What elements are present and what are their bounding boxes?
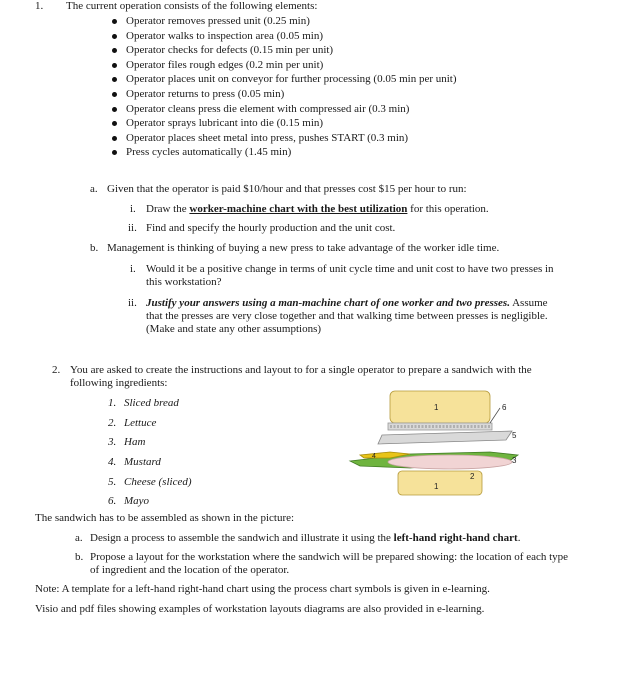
list-item: Operator places unit on conveyor for further processing (0.05 min per unit) [112, 72, 457, 87]
part-b-text: Management is thinking of buying a new press to take advantage of the worker idle time. [107, 242, 500, 254]
part-b-ii-line2: that the presses are very close together and that walking time between presses is negligible. [146, 310, 548, 322]
list-item: Operator returns to press (0.05 min) [112, 87, 457, 102]
part-b-ii-line1: Justify your answers using a man-machine chart of one worker and two presses. Assume [146, 297, 548, 309]
ingredient-item: 2. Lettuce [108, 417, 157, 429]
ham-slice [388, 455, 512, 469]
cheese-slice [378, 431, 512, 444]
part-b-label: b. [90, 242, 99, 254]
part-a-ii-label: ii. [128, 222, 137, 234]
label-bottom-bread: 1 [434, 482, 439, 491]
label-cheese: 5 [512, 431, 517, 440]
label-lettuce: 2 [470, 472, 475, 481]
part-b-i-label: i. [130, 263, 136, 275]
ingredient-item: 3. Ham [108, 436, 146, 448]
note-template: Note: A template for a left-hand right-hand chart using the process chart symbols is given in e-learning. [35, 583, 490, 595]
ingredient-item: 4. Mustard [108, 456, 161, 468]
list-item: Operator places sheet metal into press, pushes START (0.3 min) [112, 131, 457, 146]
part-b-ii-line3: (Make and state any other assumptions) [146, 323, 322, 335]
question-1-intro: The current operation consists of the following elements: [66, 0, 318, 12]
list-item: Operator cleans press die element with compressed air (0.3 min) [112, 102, 457, 117]
label-top-bread: 1 [434, 403, 439, 412]
label-ham: 3 [512, 456, 517, 465]
part-a-i-label: i. [130, 203, 136, 215]
worker-machine-chart-emphasis: worker-machine chart with the best utilization [189, 203, 408, 215]
list-item: Operator removes pressed unit (0.25 min) [112, 14, 457, 29]
q2-part-b-label: b. [75, 551, 84, 563]
question-2-line1: You are asked to create the instructions and layout to for a single operator to prepare a sandwich with the [70, 364, 532, 376]
label-mustard: 4 [372, 453, 376, 460]
list-item: Operator checks for defects (0.15 min per unit) [112, 43, 457, 58]
part-b-i-line2: this workstation? [146, 276, 222, 288]
list-item: Operator files rough edges (0.2 min per unit) [112, 58, 457, 73]
part-a-text: Given that the operator is paid $10/hour and that presses cost $15 per hour to run: [107, 183, 467, 195]
q2-part-b-line1: Propose a layout for the workstation where the sandwich will be prepared showing: the location of each type [90, 551, 569, 563]
assembly-instruction: The sandwich has to be assembled as shown in the picture: [35, 512, 295, 524]
part-a-label: a. [90, 183, 98, 195]
q2-part-a-text: Design a process to assemble the sandwich and illustrate it using the left-hand right-hand chart. [90, 532, 521, 544]
part-a-i-text: Draw the worker-machine chart with the best utilization for this operation. [146, 203, 489, 215]
list-item: Press cycles automatically (1.45 min) [112, 145, 457, 160]
ingredient-item: 1. Sliced bread [108, 397, 179, 409]
question-1-number: 1. [35, 0, 44, 12]
question-2-number: 2. [52, 364, 61, 376]
list-item: Operator sprays lubricant into die (0.15 min) [112, 116, 457, 131]
question-2-line2: following ingredients: [70, 377, 168, 389]
label-mayo: 6 [502, 403, 507, 412]
part-b-i-line1: Would it be a positive change in terms of unit cycle time and unit cost to have two presses in [146, 263, 554, 275]
ingredient-item: 6. Mayo [108, 495, 150, 507]
part-a-ii-text: Find and specify the hourly production and the unit cost. [146, 222, 396, 234]
list-item: Operator walks to inspection area (0.05 min) [112, 29, 457, 44]
q2-part-b-line2: of ingredient and the location of the operator. [90, 564, 290, 576]
note-visio: Visio and pdf files showing examples of workstation layouts diagrams are also provided in e-learning. [35, 603, 485, 615]
part-b-ii-label: ii. [128, 297, 137, 309]
ingredient-item: 5. Cheese (sliced) [108, 476, 192, 488]
q2-part-a-label: a. [75, 532, 83, 544]
top-bread-slice [390, 391, 490, 423]
operation-elements-list [112, 14, 457, 160]
sandwich-diagram [330, 388, 530, 500]
